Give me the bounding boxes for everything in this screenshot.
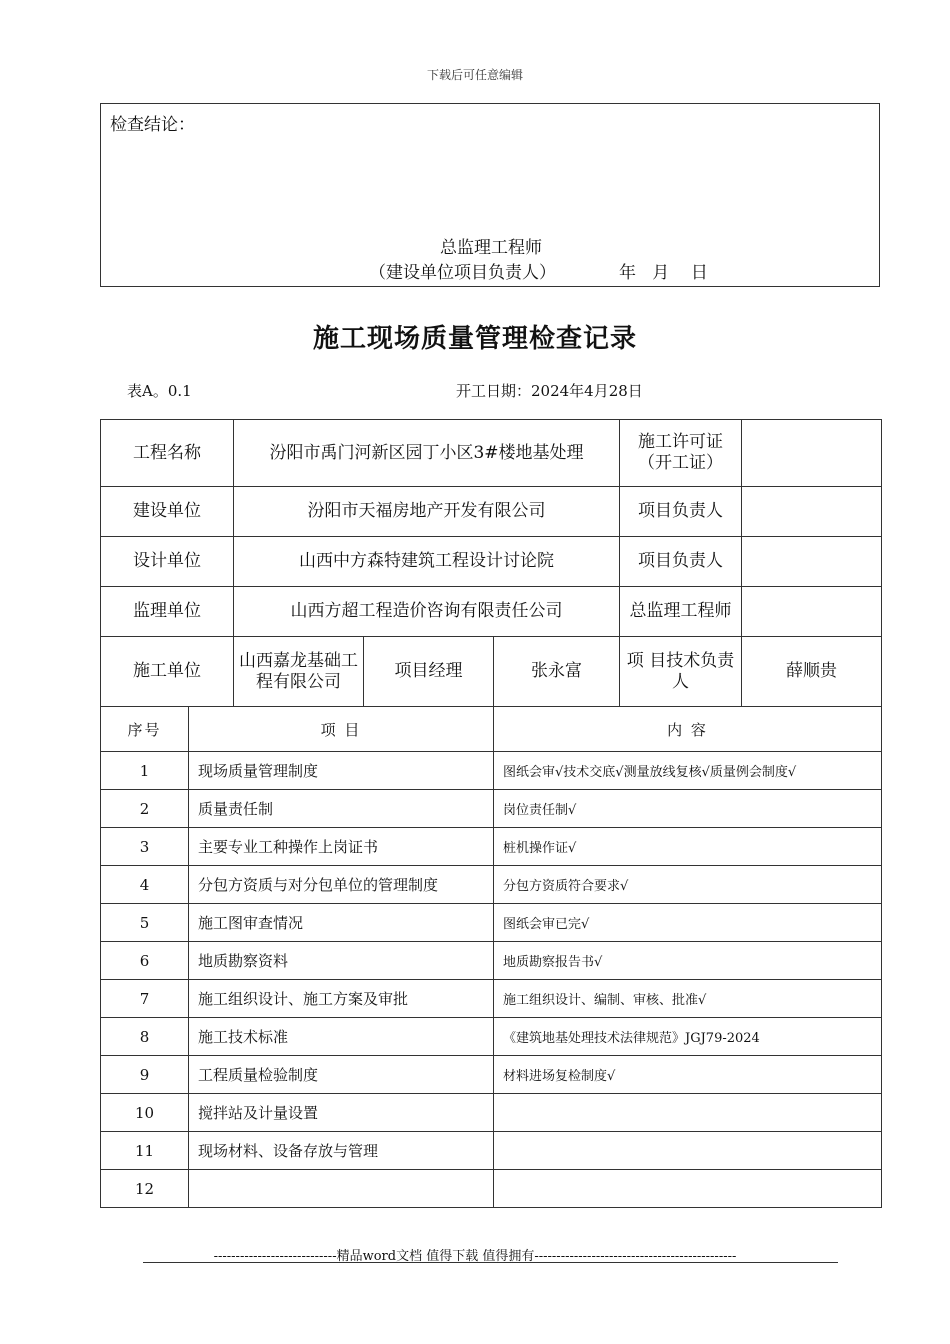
owner-lead-value: [742, 487, 882, 537]
item-name: 主要专业工种操作上岗证书: [189, 828, 494, 866]
sign-date-label: 年 月 日: [619, 263, 708, 283]
item-number: 10: [101, 1094, 189, 1132]
item-name: 工程质量检验制度: [189, 1056, 494, 1094]
project-name-value: 汾阳市禹门河新区园丁小区3#楼地基处理: [234, 420, 620, 487]
table-row: [101, 904, 882, 942]
header-item: 项 目: [189, 707, 494, 752]
permit-value: [742, 420, 882, 487]
design-lead-label: 项目负责人: [620, 537, 742, 587]
contractor-value: 山西嘉龙基础工程有限公司: [234, 637, 364, 707]
design-lead-value: [742, 537, 882, 587]
table-row: [101, 1056, 882, 1094]
contractor-label: 施工单位: [101, 637, 234, 707]
table-row: [101, 942, 882, 980]
table-row: [101, 828, 882, 866]
item-number: 12: [101, 1170, 189, 1208]
table-row: [101, 1094, 882, 1132]
supervision-value: 山西方超工程造价咨询有限责任公司: [234, 587, 620, 637]
item-name: 现场材料、设备存放与管理: [189, 1132, 494, 1170]
supervision-lead-value: [742, 587, 882, 637]
permit-label: 施工许可证（开工证）: [620, 420, 742, 487]
inspection-conclusion-box: [100, 103, 880, 287]
tech-lead-label: 项 目技术负责人: [620, 637, 742, 707]
item-content: 施工组织设计、编制、审核、批准√: [494, 980, 882, 1018]
project-info-table: [100, 419, 882, 707]
header-note: 下载后可任意编辑: [426, 68, 523, 82]
owner-label: 建设单位: [101, 487, 234, 537]
item-content: 分包方资质符合要求√: [494, 866, 882, 904]
item-content: [494, 1094, 882, 1132]
item-name: 分包方资质与对分包单位的管理制度: [189, 866, 494, 904]
item-name: 施工图审查情况: [189, 904, 494, 942]
owner-project-lead-note: （建设单位项目负责人）: [369, 263, 556, 283]
item-content: 岗位责任制√: [494, 790, 882, 828]
item-number: 2: [101, 790, 189, 828]
footer-text: ----------------------------精品word文档 值得下载 值得拥有----------------------------------------------: [213, 1249, 737, 1264]
owner-lead-label: 项目负责人: [620, 487, 742, 537]
chief-supervisor-title: 总监理工程师: [440, 238, 542, 258]
item-number: 5: [101, 904, 189, 942]
item-content: 材料进场复检制度√: [494, 1056, 882, 1094]
item-number: 7: [101, 980, 189, 1018]
supervision-label: 监理单位: [101, 587, 234, 637]
start-date: 开工日期：2024年4月28日: [456, 382, 643, 400]
item-number: 6: [101, 942, 189, 980]
design-value: 山西中方森特建筑工程设计讨论院: [234, 537, 620, 587]
item-name: 施工组织设计、施工方案及审批: [189, 980, 494, 1018]
supervision-lead-label: 总监理工程师: [620, 587, 742, 637]
item-content: 《建筑地基处理技术法律规范》JGJ79-2024: [494, 1018, 882, 1056]
tech-lead-value: 薛顺贵: [742, 637, 882, 707]
item-number: 1: [101, 752, 189, 790]
item-number: 8: [101, 1018, 189, 1056]
item-content: 地质勘察报告书√: [494, 942, 882, 980]
footer-divider: [143, 1262, 838, 1263]
project-manager-label: 项目经理: [364, 637, 494, 707]
item-number: 3: [101, 828, 189, 866]
item-name: 质量责任制: [189, 790, 494, 828]
conclusion-label: 检查结论：: [110, 115, 195, 135]
items-header-row: [101, 707, 882, 752]
item-name: 地质勘察资料: [189, 942, 494, 980]
table-row: [101, 1170, 882, 1208]
item-name: 施工技术标准: [189, 1018, 494, 1056]
form-number: 表A。0.1: [127, 382, 192, 400]
design-label: 设计单位: [101, 537, 234, 587]
item-content: 图纸会审已完√: [494, 904, 882, 942]
item-name: [189, 1170, 494, 1208]
item-number: 11: [101, 1132, 189, 1170]
header-content: 内 容: [494, 707, 882, 752]
project-name-label: 工程名称: [101, 420, 234, 487]
item-content: 桩机操作证√: [494, 828, 882, 866]
item-content: [494, 1132, 882, 1170]
table-row: [101, 980, 882, 1018]
item-content: 图纸会审√技术交底√测量放线复核√质量例会制度√: [494, 752, 882, 790]
item-number: 4: [101, 866, 189, 904]
inspection-items-table: [100, 706, 882, 1208]
table-row: [101, 752, 882, 790]
item-content: [494, 1170, 882, 1208]
table-row: [101, 1132, 882, 1170]
document-title: 施工现场质量管理检查记录: [312, 324, 637, 354]
table-row: [101, 1018, 882, 1056]
header-no: 序号: [101, 707, 189, 752]
table-row: [101, 866, 882, 904]
item-name: 现场质量管理制度: [189, 752, 494, 790]
project-manager-value: 张永富: [494, 637, 620, 707]
owner-value: 汾阳市天福房地产开发有限公司: [234, 487, 620, 537]
item-number: 9: [101, 1056, 189, 1094]
table-row: [101, 790, 882, 828]
item-name: 搅拌站及计量设置: [189, 1094, 494, 1132]
